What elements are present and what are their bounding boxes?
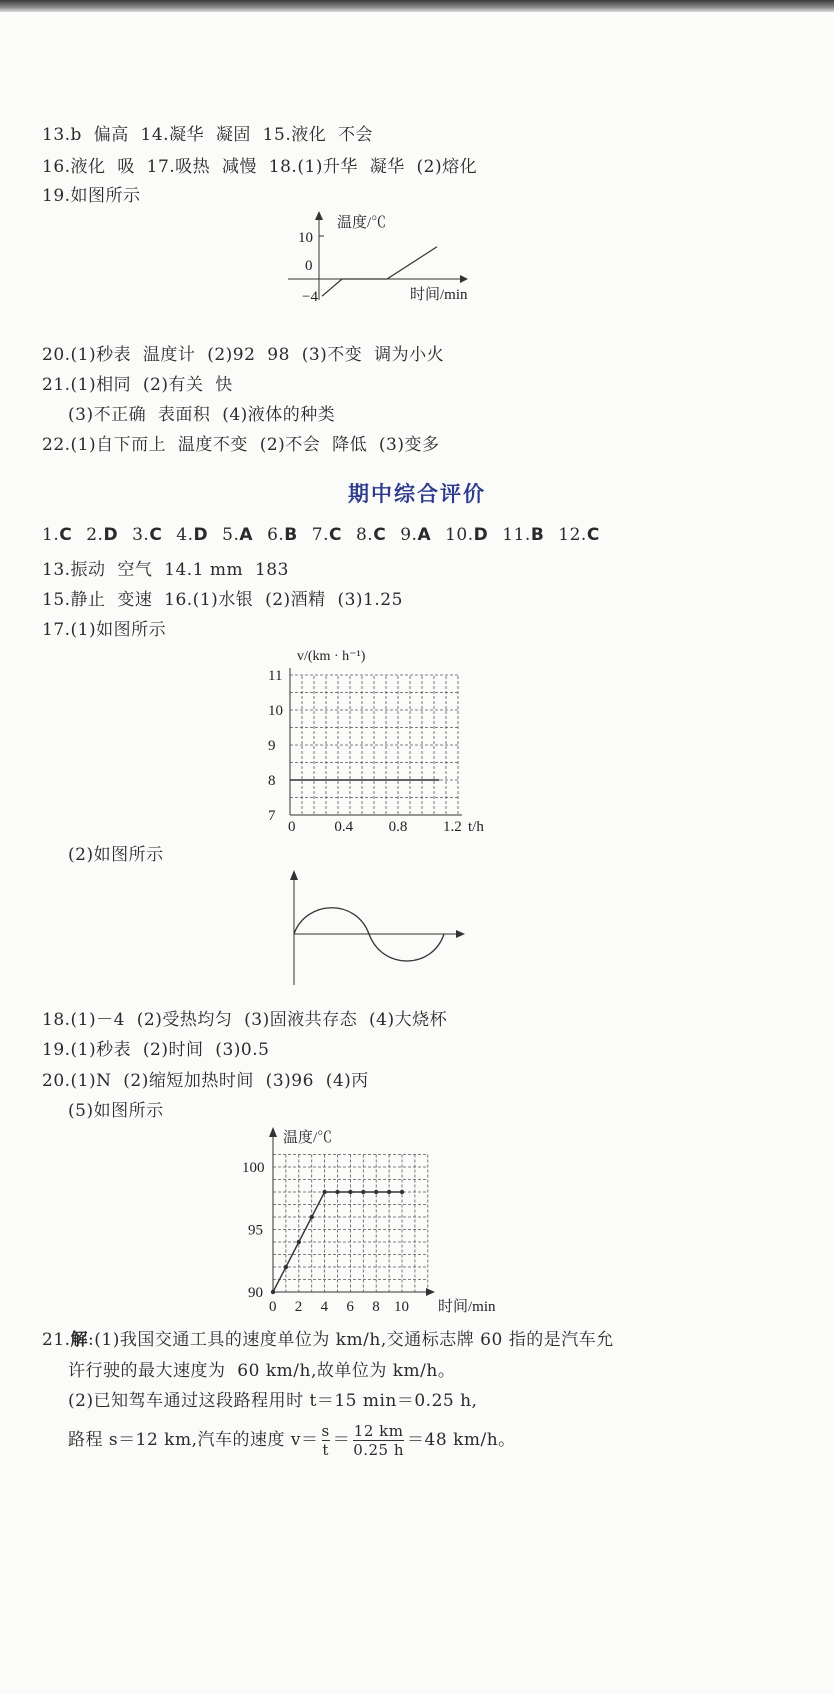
x-label: 时间/min — [438, 1299, 496, 1315]
text: :(1)我国交通工具的速度单位为 km/h,交通标志牌 60 指的是汽车允 — [88, 1330, 614, 1350]
answer-letter: C — [149, 525, 163, 545]
q-number: 2. — [86, 525, 104, 545]
q-number: 21. — [42, 1330, 71, 1350]
x-tick: 0.8 — [388, 819, 408, 835]
answer-letter: A — [239, 525, 254, 545]
answer-line-20-2: 20.(1)N (2)缩短加热时间 (3)96 (4)丙 — [42, 1071, 369, 1091]
answer-line-21-2b: 许行驶的最大速度为 60 km/h,故单位为 km/h。 — [68, 1361, 456, 1381]
x-tick: 8 — [372, 1299, 380, 1315]
data-point — [284, 1265, 288, 1269]
q-number: 1. — [42, 525, 60, 545]
answer-line-16: 16.液化 吸 17.吸热 减慢 18.(1)升华 凝华 (2)熔化 — [42, 157, 478, 177]
data-point — [387, 1190, 391, 1194]
answer-line-18-2: 18.(1)－4 (2)受热均匀 (3)固液共存态 (4)大烧杯 — [42, 1010, 448, 1030]
data-point — [310, 1215, 314, 1219]
x-label: 时间/min — [410, 287, 468, 303]
x-label: t/h — [468, 819, 484, 835]
x-tick: 4 — [320, 1299, 329, 1315]
q-number: 7. — [311, 525, 329, 545]
data-point — [322, 1190, 326, 1194]
solution-label: 解 — [70, 1330, 89, 1350]
y-tick: 11 — [268, 668, 283, 684]
answer-line-17-2: 17.(1)如图所示 — [42, 620, 167, 640]
q-number: 12. — [558, 525, 587, 545]
q-number: 11. — [502, 525, 531, 545]
data-point — [348, 1190, 352, 1194]
x-tick: 10 — [394, 1299, 409, 1315]
data-point — [374, 1190, 378, 1194]
y-tick: 0 — [305, 258, 313, 274]
answer-line-21-2 — [42, 1325, 614, 1350]
y-label: 温度/℃ — [337, 215, 387, 231]
q-number: 5. — [222, 525, 240, 545]
y-tick: 10 — [268, 703, 283, 719]
answer-letter: B — [530, 525, 545, 545]
answer-line-20-part5: (5)如图所示 — [68, 1101, 164, 1121]
answer-letter: C — [373, 525, 387, 545]
answer-line-20: 20.(1)秒表 温度计 (2)92 98 (3)不变 调为小火 — [42, 345, 445, 365]
fraction-s-over-t — [322, 1422, 330, 1459]
y-tick: 90 — [248, 1285, 263, 1301]
answer-letter: C — [329, 525, 342, 545]
y-tick: 9 — [268, 738, 276, 754]
answer-letter: D — [103, 525, 119, 545]
answer-line-21: 21.(1)相同 (2)有关 快 — [42, 375, 233, 395]
answer-letter: D — [473, 525, 489, 545]
data-point — [297, 1240, 301, 1244]
data-point — [335, 1190, 339, 1194]
answer-line-13-2: 13.振动 空气 14.1 mm 183 — [42, 560, 289, 580]
numerator: s — [321, 1422, 330, 1440]
text: ＝48 km/h。 — [407, 1430, 516, 1450]
y-tick: −4 — [302, 289, 318, 305]
q-number: 8. — [355, 525, 374, 545]
y-tick: 7 — [268, 808, 276, 824]
y-tick: 95 — [248, 1222, 263, 1239]
q-number: 6. — [267, 525, 285, 545]
text: 路程 s＝12 km,汽车的速度 v＝ — [68, 1430, 319, 1450]
answer-letter: B — [284, 525, 298, 545]
answer-letter: A — [417, 525, 432, 545]
x-tick: 1.2 — [443, 819, 462, 835]
data-point — [271, 1290, 275, 1294]
y-arrow — [269, 1127, 277, 1137]
answer-letter: C — [586, 525, 600, 545]
data-point — [361, 1190, 365, 1194]
x-arrow — [426, 1288, 435, 1296]
answer-line-21b: (3)不正确 表面积 (4)液体的种类 — [68, 405, 336, 425]
answer-line-15-2: 15.静止 变速 16.(1)水银 (2)酒精 (3)1.25 — [42, 590, 403, 610]
numerator: 12 km — [353, 1422, 404, 1440]
y-tick: 10 — [298, 230, 313, 246]
answer-letter: C — [59, 525, 73, 545]
answer-line-17-part2: (2)如图所示 — [68, 845, 164, 865]
answer-line-21-2d: 路程 s＝12 km,汽车的速度 v＝ $\frac{s}{t}$ ＝ $\frac{12 km}{0.25 h}$ ＝48 km/h。 — [68, 1422, 516, 1459]
y-label: 温度/℃ — [283, 1130, 333, 1146]
data-point — [400, 1190, 404, 1194]
answer-letter: D — [193, 525, 209, 545]
answer-line-21-2c: (2)已知驾车通过这段路程用时 t＝15 min＝0.25 h, — [68, 1391, 478, 1411]
x-tick: 2 — [294, 1299, 303, 1315]
answer-line-22: 22.(1)自下而上 温度不变 (2)不会 降低 (3)变多 — [42, 435, 440, 455]
x-tick: 6 — [346, 1299, 354, 1315]
x-tick: 0 — [288, 819, 296, 835]
y-tick: 100 — [242, 1160, 265, 1176]
denominator: 0.25 h — [353, 1441, 405, 1459]
answer-line-19-2: 19.(1)秒表 (2)时间 (3)0.5 — [42, 1040, 270, 1060]
y-label: v/(km · h⁻¹) — [297, 649, 366, 664]
y-tick: 8 — [268, 773, 276, 789]
denominator: t — [322, 1441, 329, 1459]
answer-line-19: 19.如图所示 — [42, 186, 141, 206]
q-number: 3. — [132, 525, 150, 545]
x-tick: 0 — [269, 1299, 277, 1315]
q-number: 10. — [445, 525, 474, 545]
fraction-values — [353, 1422, 404, 1459]
x-tick: 0.4 — [334, 819, 354, 835]
answer-line-13: 13.b 偏高 14.凝华 凝固 15.液化 不会 — [42, 125, 374, 145]
section-title: 期中综合评价 — [348, 482, 486, 506]
q-number: 9. — [400, 525, 418, 545]
q-number: 4. — [176, 525, 194, 545]
